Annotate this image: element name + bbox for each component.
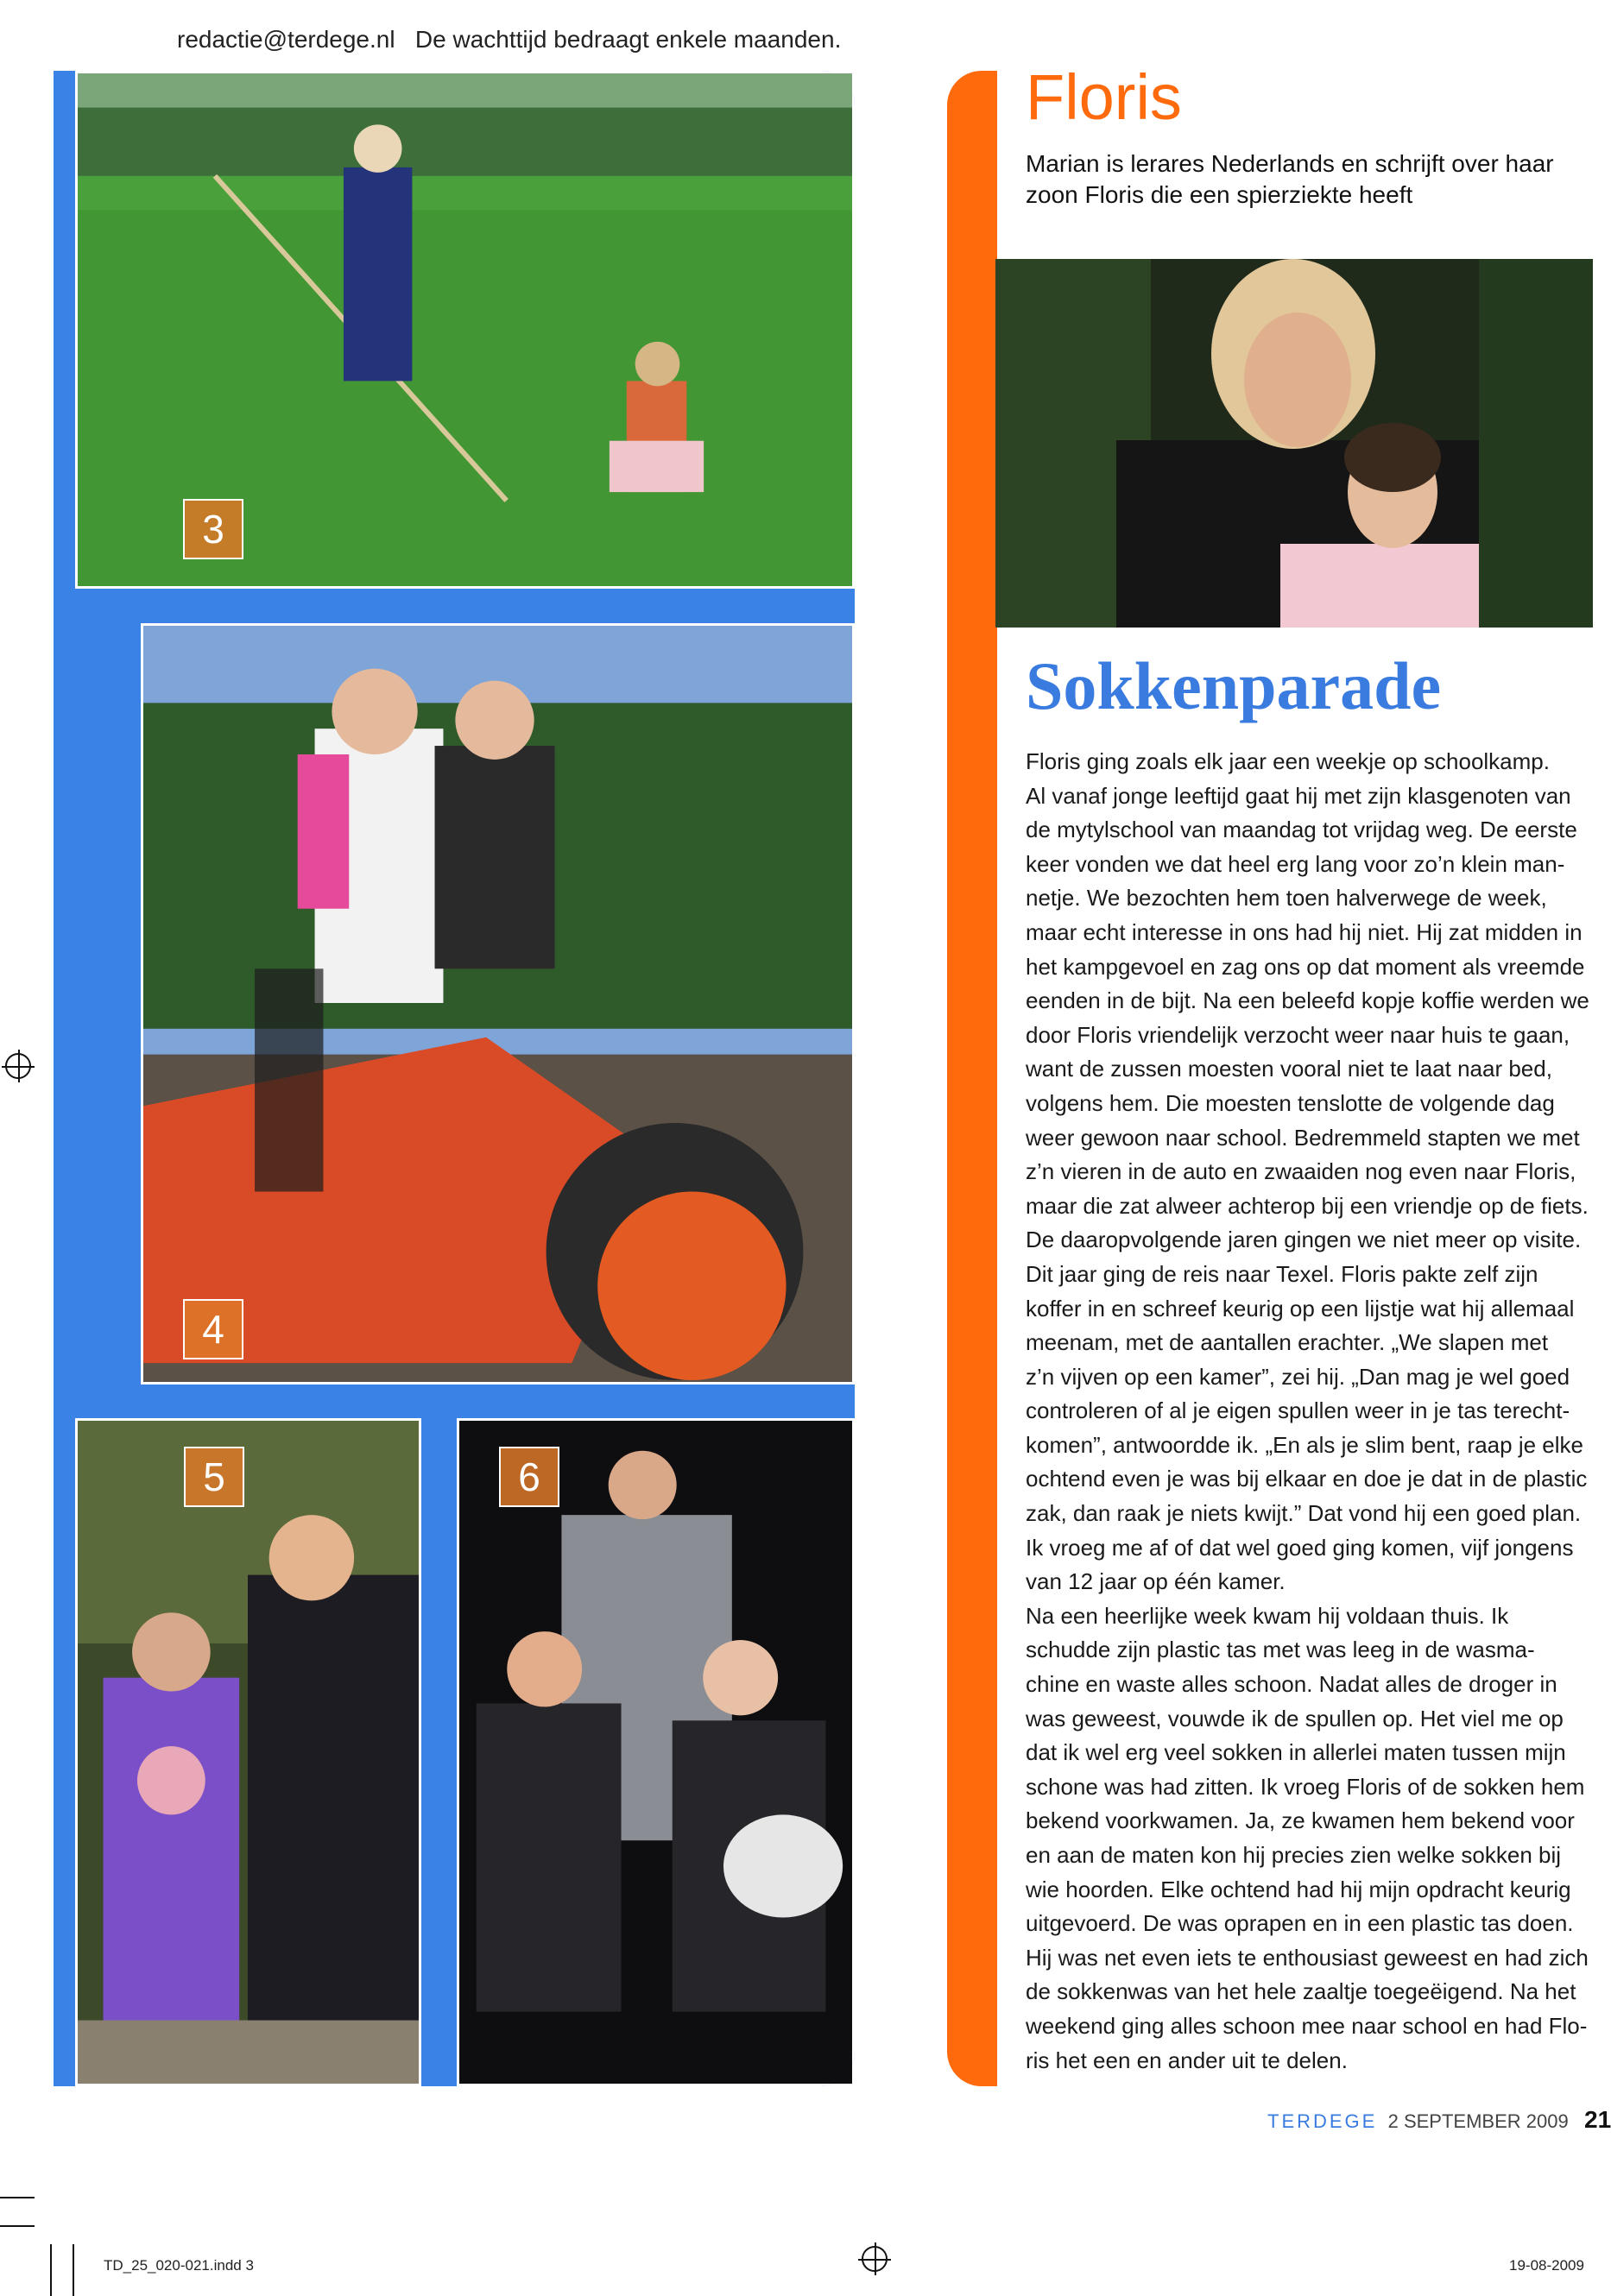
article-body: [1026, 745, 1595, 2078]
author-portrait: [995, 259, 1593, 628]
article-line: van 12 jaar op één kamer.: [1026, 1568, 1286, 1595]
article-line: Ik vroeg me af of dat wel goed ging komen, vijf jongens: [1026, 1534, 1574, 1561]
article-line: Hij was net even iets te enthousiast geweest en had zich: [1026, 1944, 1589, 1971]
crop-mark: [50, 2244, 52, 2296]
photo-badge-3: 3: [183, 499, 243, 559]
article-line: schudde zijn plastic tas met was leeg in de wasma-: [1026, 1637, 1535, 1663]
article-line: en aan de maten kon hij precies zien welke sokken bij: [1026, 1842, 1562, 1868]
article-line: weekend ging alles schoon mee naar school en had Flo-: [1026, 2012, 1588, 2039]
article-line: het kampgevoel en zag ons op dat moment als vreemde: [1026, 953, 1585, 980]
registration-mark-icon: [862, 2246, 888, 2272]
photo-badge-4: 4: [183, 1299, 243, 1359]
author-portrait-image: [995, 259, 1593, 628]
article-line: controleren of al je eigen spullen weer in je tas terecht-: [1026, 1397, 1570, 1424]
column-intro: Marian is lerares Nederlands en schrijft over haar zoon Floris die een spierziekte heeft: [1026, 150, 1554, 208]
photo-field: [75, 71, 855, 589]
article-line: chine en waste alles schoon. Nadat alles de droger in: [1026, 1671, 1557, 1698]
registration-mark-icon: [5, 1053, 31, 1079]
article-line: volgens hem. Die moesten tenslotte de volgende dag: [1026, 1089, 1555, 1116]
photo-badge-6: 6: [499, 1447, 559, 1507]
article-line: De daaropvolgende jaren gingen we niet meer op visite.: [1026, 1227, 1582, 1253]
crop-mark: [0, 2225, 35, 2227]
article-line: ochtend even je was bij elkaar en doe je dat in de plastic: [1026, 1466, 1588, 1492]
article-line: uitgevoerd. De was oprapen en in een plastic tas doen.: [1026, 1910, 1574, 1937]
article-line: komen”, antwoordde ik. „En als je slim bent, raap je elke: [1026, 1431, 1583, 1458]
article-line: de sokkenwas van het hele zaaltje toegeëigend. Na het: [1026, 1978, 1576, 2005]
article-line: Dit jaar ging de reis naar Texel. Floris pakte zelf zijn: [1026, 1260, 1538, 1287]
photo-tractor-image: [143, 626, 852, 1382]
footer-page-number: 21: [1584, 2106, 1611, 2133]
page-footer: [1267, 2106, 1611, 2134]
article-line: ris het een en ander uit te delen.: [1026, 2047, 1348, 2073]
article-line: zak, dan raak je niets kwijt.” Dat vond hij een goed plan.: [1026, 1500, 1582, 1527]
article-line: netje. We bezochten hem toen halverwege de week,: [1026, 885, 1547, 911]
header-strip: redactie@terdege.nl De wachttijd bedraagt enkele maanden.: [177, 26, 842, 53]
article-line: de mytylschool van maandag tot vrijdag weg. De eerste: [1026, 817, 1577, 843]
photo-family-image: [459, 1421, 852, 2084]
slug-date: 19-08-2009: [1509, 2257, 1584, 2274]
photo-family: [457, 1418, 855, 2086]
article-line: was geweest, vouwde ik de spullen op. Het viel me op: [1026, 1705, 1564, 1731]
slug-filename: TD_25_020-021.indd 3: [104, 2257, 254, 2274]
footer-magazine: TERDEGE: [1267, 2110, 1378, 2132]
photo-badge-5: 5: [184, 1447, 244, 1507]
article-line: want de zussen moesten vooral niet te laat naar bed,: [1026, 1056, 1552, 1082]
article-line: koffer in en schreef keurig op een lijstje wat hij allemaal: [1026, 1295, 1575, 1321]
article-line: maar die zat alweer achterop bij een vriendje op de fiets.: [1026, 1192, 1589, 1219]
article-line: maar echt interesse in ons had hij niet. Hij zat midden in: [1026, 918, 1583, 945]
column-title: Floris: [1026, 61, 1182, 133]
article-line: eenden in de bijt. Na een beleefd kopje koffie werden we: [1026, 987, 1589, 1014]
article-line: weer gewoon naar school. Bedremmeld stapten we met: [1026, 1124, 1580, 1151]
article-line: schone was had zitten. Ik vroeg Floris of de sokken hem: [1026, 1773, 1585, 1800]
article-line: z’n vieren in de auto en zwaaiden nog even naar Floris,: [1026, 1158, 1576, 1185]
article-line: meenam, met de aantallen erachter. „We slapen met: [1026, 1329, 1549, 1356]
article-line: door Floris vriendelijk verzocht weer naar huis te gaan,: [1026, 1021, 1570, 1048]
article-line: wie hoorden. Elke ochtend had hij mijn opdracht keurig: [1026, 1876, 1571, 1902]
article-title: Sokkenparade: [1026, 648, 1442, 723]
photo-tractor: [141, 623, 855, 1385]
article-line: Floris ging zoals elk jaar een weekje op schoolkamp.: [1026, 748, 1550, 774]
article-line: keer vonden we dat heel erg lang voor zo’n klein man-: [1026, 850, 1565, 877]
photo-wedding: [75, 1418, 421, 2086]
article-line: Al vanaf jonge leeftijd gaat hij met zijn klasgenoten van: [1026, 782, 1571, 809]
crop-mark: [0, 2197, 35, 2198]
photo-wedding-image: [78, 1421, 419, 2084]
article-line: dat ik wel erg veel sokken in allerlei maten tussen mijn: [1026, 1739, 1566, 1766]
crop-mark: [73, 2244, 74, 2296]
column-accent-bar: [947, 71, 997, 2086]
article-line: Na een heerlijke week kwam hij voldaan thuis. Ik: [1026, 1602, 1509, 1629]
footer-date: 2 SEPTEMBER 2009: [1387, 2110, 1569, 2132]
article-line: z’n vijven op een kamer”, zei hij. „Dan mag je wel goed: [1026, 1363, 1570, 1390]
article-line: bekend voorkwamen. Ja, ze kwamen hem bekend voor: [1026, 1807, 1575, 1834]
